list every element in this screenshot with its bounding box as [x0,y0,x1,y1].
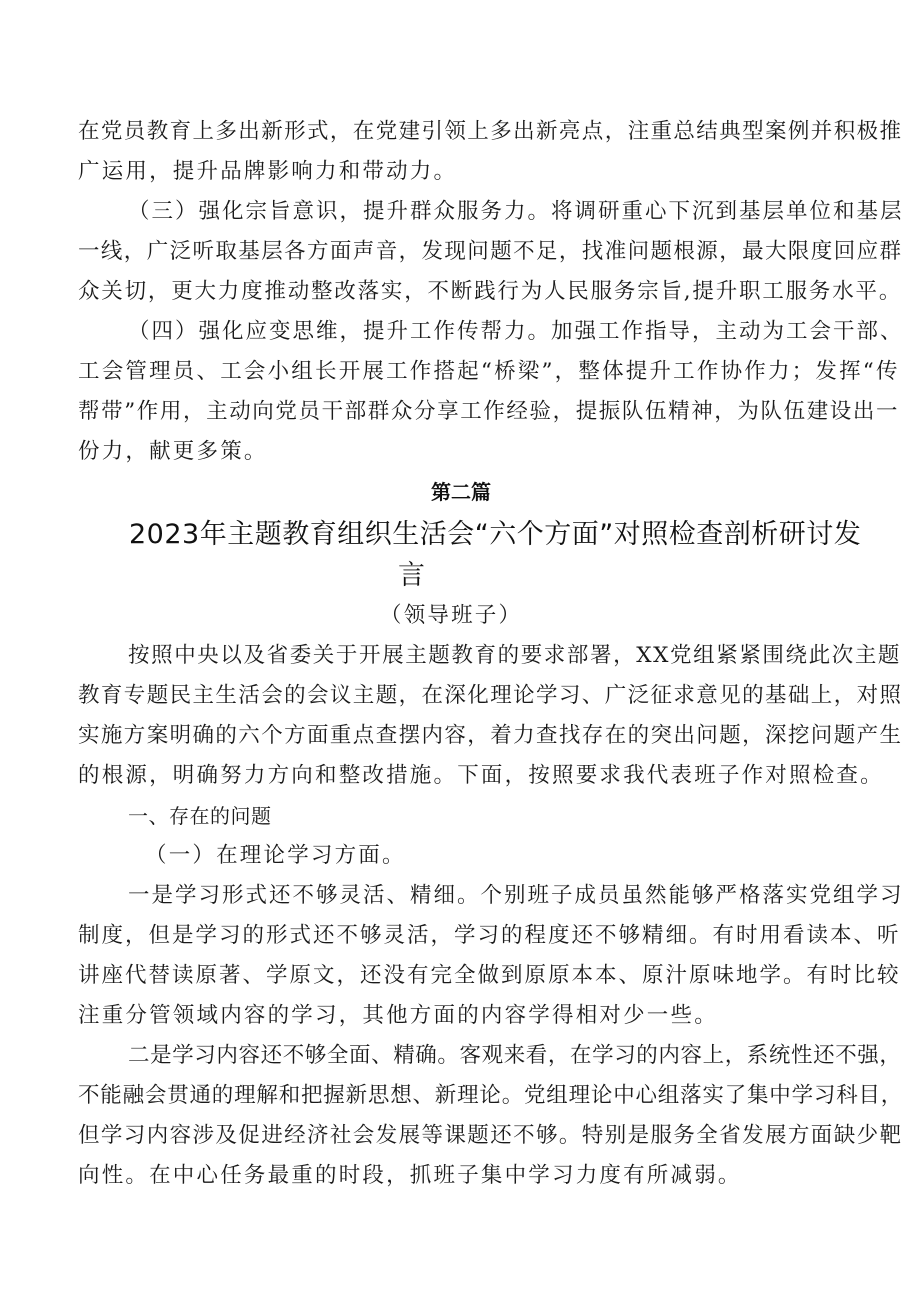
paragraph-line: 一是学习形式还不够灵活、精细。个别班子成员虽然能够严格落实党组学习 [128,883,904,908]
paragraph-line: 众关切，更大力度推动整改落实，不断践行为人民服务宗旨,提升职工服务水平。 [78,279,903,304]
paragraph-line: 在党员教育上多出新形式，在党建引领上多出新亮点，注重总结典型案例并积极推 [78,119,903,144]
paragraph-line: 份力，献更多策。 [78,439,268,464]
paragraph-line: 一线，广泛听取基层各方面声音，发现问题不足，找准问题根源，最大限度回应群 [78,239,903,264]
section-heading: 一、存在的问题 [128,804,272,828]
paragraph-line: 工会管理员、工会小组长开展工作搭起“桥梁”，整体提升工作协作力；发挥“传 [78,359,900,384]
part-label: 第二篇 [431,480,491,504]
article-title-continued: 言 [398,560,426,591]
paragraph-line: 但学习内容涉及促进经济社会发展等课题还不够。特别是服务全省发展方面缺少靶 [78,1123,903,1148]
paragraph-line: 二是学习内容还不够全面、精确。客观来看，在学习的内容上，系统性还不强， [128,1043,902,1068]
paragraph-line: （三）强化宗旨意识，提升群众服务力。将调研重心下沉到基层单位和基层 [128,199,904,224]
paragraph-line: 向性。在中心任务最重的时段，抓班子集中学习力度有所减弱。 [78,1163,742,1188]
paragraph-line: （四）强化应变思维，提升工作传帮力。加强工作指导，主动为工会干部、 [128,319,904,344]
paragraph-line: 按照中央以及省委关于开展主题教育的要求部署，XX党组紧紧围绕此次主题 [128,643,902,668]
paragraph-line: 不能融会贯通的理解和把握新思想、新理论。党组理论中心组落实了集中学习科目， [78,1083,904,1108]
subsection-heading: （一）在理论学习方面。 [145,843,406,868]
paragraph-line: 帮带”作用，主动向党员干部群众分享工作经验，提振队伍精神，为队伍建设出一 [78,399,900,424]
paragraph-line: 制度，但是学习的形式还不够灵活，学习的程度还不够精细。有时用看读本、听 [78,923,901,948]
article-title: 2023年主题教育组织生活会“六个方面”对照检查剖析研讨发 [129,519,862,550]
paragraph-line: 教育专题民主生活会的会议主题，在深化理论学习、广泛征求意见的基础上，对照 [78,683,903,708]
paragraph-line: 的根源，明确努力方向和整改措施。下面，按照要求我代表班子作对照检查。 [78,763,884,788]
paragraph-line: 讲座代替读原著、学原文，还没有完全做到原原本本、原汁原味地学。有时比较 [78,963,901,988]
paragraph-line: 注重分管领域内容的学习，其他方面的内容学得相对少一些。 [78,1003,718,1028]
article-subtitle: （领导班子） [380,603,523,628]
paragraph-line: 实施方案明确的六个方面重点查摆内容，着力查找存在的突出问题，深挖问题产生 [78,723,903,748]
paragraph-line: 广运用，提升品牌影响力和带动力。 [78,159,458,184]
